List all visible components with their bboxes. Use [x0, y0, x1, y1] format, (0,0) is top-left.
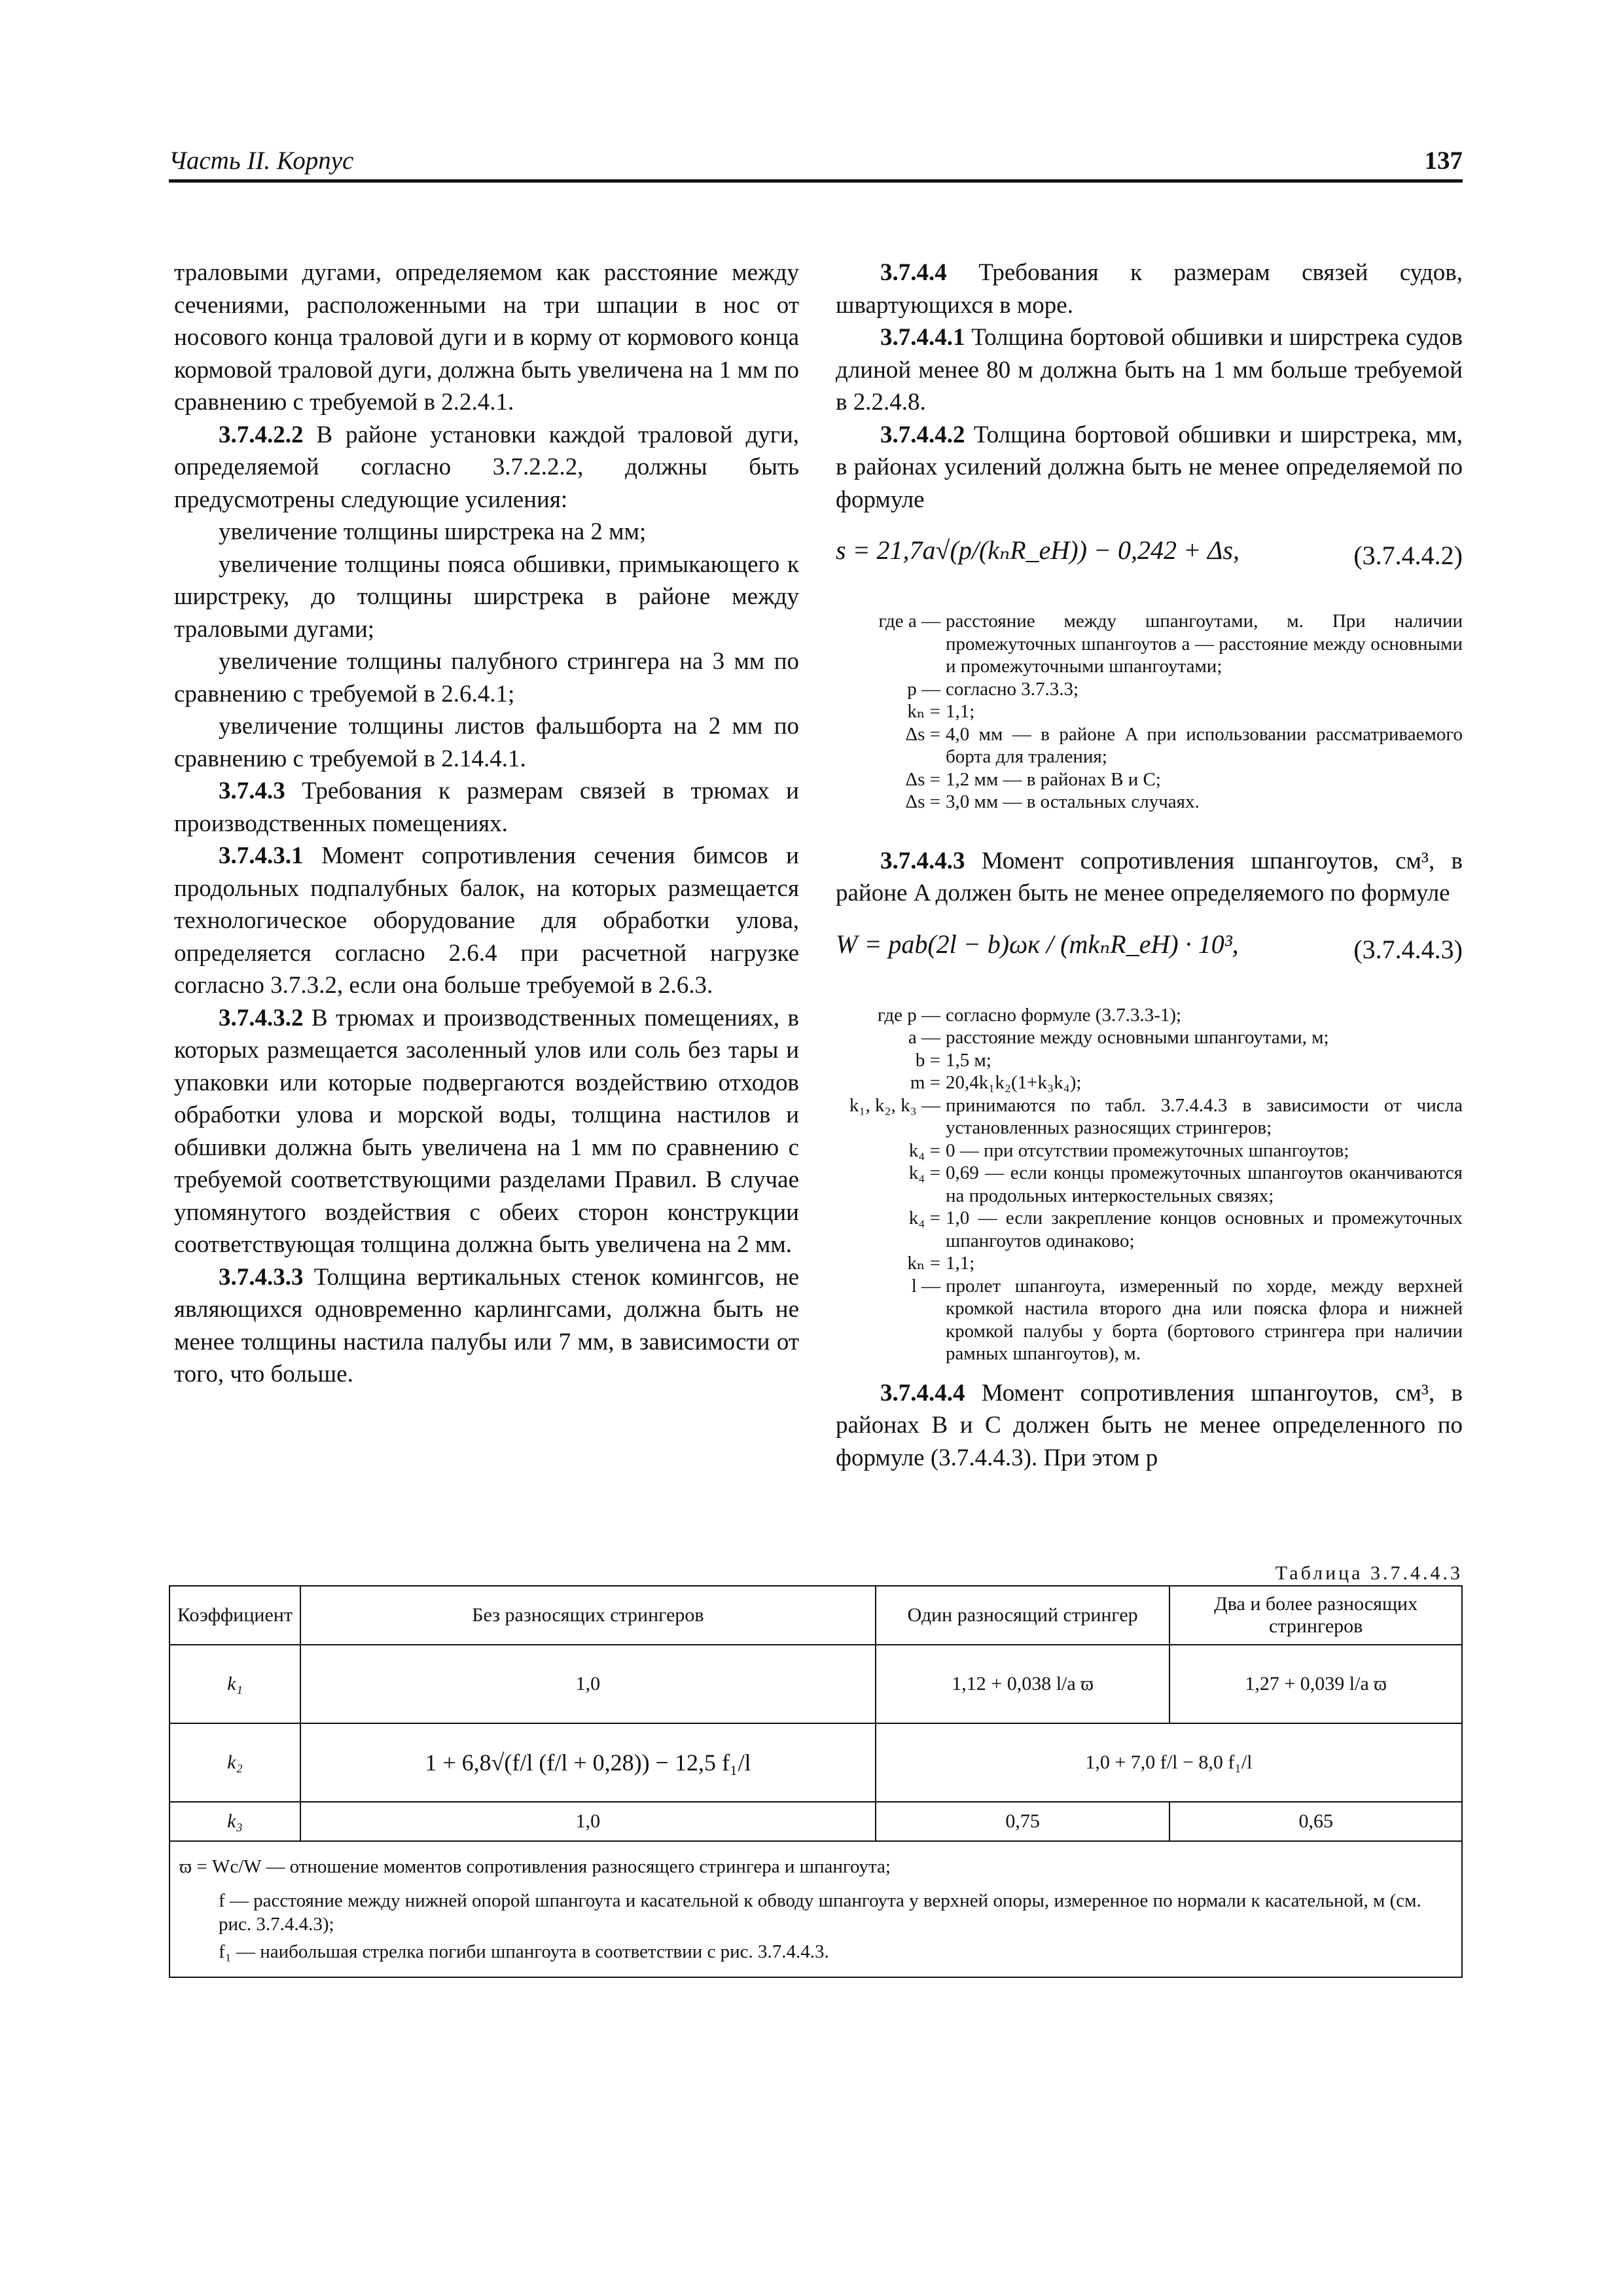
formula-legend — [836, 610, 1463, 814]
coef-cell: k₂ — [169, 1723, 300, 1802]
legend-symbol: p — — [907, 678, 940, 700]
table-cell: 1,27 + 0,039 l/a ϖ — [1169, 1645, 1462, 1723]
clause-number: 3.7.4.4.4 — [880, 1379, 965, 1407]
legend-item — [836, 1026, 1463, 1049]
table-cell: 0,65 — [1169, 1802, 1462, 1841]
column-header: Без разносящих стрингеров — [300, 1586, 876, 1645]
paragraph: 3.7.4.3.2 В трюмах и производственных помещениях, в которых размещается засоленный улов или соль без тары и упаковки или которые подвергаются воздействию отходов обработки улова и морской воды, толщина настилов и обшивки должна быть увеличена на 1 мм по сравнению с требуемой соответствующими разделами Правил. В случае упомянутого воздействия с обеих сторон конструкции соответствующая толщина должна быть увеличена на 2 мм. — [174, 1004, 799, 1258]
paragraph: 3.7.4.3.1 Момент сопротивления сечения бимсов и продольных подпалубных балок, на которых размещается технологическое оборудование для обработки улова, определяется согласно 2.6.4 при расчетной нагрузке согласно 3.7.3.2, если она больше требуемой в 2.6.3. — [174, 842, 799, 999]
table-header-row — [169, 1586, 1462, 1645]
legend-text: согласно формуле (3.7.3.3-1); — [946, 1004, 1182, 1026]
legend-symbol: где p — — [877, 1004, 940, 1026]
coef-cell: k₁ — [169, 1645, 300, 1723]
clause-number: 3.7.4.3.1 — [219, 842, 304, 869]
part-title: Часть II. Корпус — [169, 147, 354, 175]
legend-item — [836, 1252, 1463, 1275]
legend-item — [836, 791, 1463, 814]
legend-symbol: k₁, k₂, k₃ — — [849, 1094, 940, 1116]
coef-cell: k₃ — [169, 1802, 300, 1841]
table-caption: Таблица 3.7.4.4.3 — [1275, 1562, 1463, 1584]
clause-number: 3.7.4.4.3 — [880, 847, 965, 874]
table-cell: 1,0 — [300, 1645, 876, 1723]
table-note: ϖ = Wc/W — отношение моментов сопротивления разносящего стрингера и шпангоута; — [179, 1856, 891, 1877]
legend-item — [836, 610, 1463, 678]
clause-number: 3.7.4.4.2 — [880, 421, 965, 448]
formula-number: (3.7.4.4.3) — [1353, 934, 1463, 964]
legend-symbol: kₙ = — [907, 1253, 940, 1274]
paragraph: увеличение толщины листов фальшборта на 2 мм по сравнению с требуемой в 2.14.4.1. — [174, 713, 799, 772]
legend-symbol: Δs = — [905, 723, 940, 745]
page-number: 137 — [1424, 147, 1463, 175]
legend-item — [836, 1162, 1463, 1207]
paragraph: увеличение толщины палубного стрингера на 3 мм по сравнению с требуемой в 2.6.4.1; — [174, 648, 799, 708]
formula-expression: W = pab(2l − b)ωк / (mkₙR_eH) · 10³, — [836, 929, 1239, 959]
legend-symbol: b = — [915, 1049, 940, 1071]
legend-item — [836, 723, 1463, 768]
legend-item — [836, 1094, 1463, 1139]
legend-symbol: k₄ = — [908, 1162, 940, 1183]
legend-text: 0 — при отсутствии промежуточных шпангоутов; — [946, 1139, 1349, 1161]
legend-symbol: k₄ = — [908, 1139, 940, 1161]
paragraph: 3.7.4.2.2 В районе установки каждой траловой дуги, определяемой согласно 3.7.2.2.2, должны быть предусмотрены следующие усиления: — [174, 421, 799, 513]
legend-text: 20,4k₁k₂(1+k₃k₄); — [946, 1072, 1082, 1093]
legend-text: 1,0 — если закрепление концов основных и промежуточных шпангоутов одинаково; — [946, 1208, 1463, 1251]
legend-symbol: Δs = — [905, 791, 940, 812]
legend-text: 1,1; — [946, 1253, 975, 1274]
legend-text: 1,5 м; — [946, 1049, 991, 1071]
table-notes — [169, 1841, 1462, 1977]
table-cell: 0,75 — [876, 1802, 1170, 1841]
paragraph: 3.7.4.4.2 Толщина бортовой обшивки и ширстрека, мм, в районах усилений должна быть не менее определяемой по формуле — [836, 421, 1463, 513]
formula-3-7-4-4-2 — [836, 528, 1463, 606]
table-row — [169, 1802, 1462, 1841]
paragraph: 3.7.4.3.3 Толщина вертикальных стенок комингсов, не являющихся одновременно карлингсами, должна быть не менее толщины настила палубы или 7 мм, в зависимости от того, что больше. — [174, 1263, 799, 1388]
page-header — [169, 145, 1463, 183]
clause-number: 3.7.4.2.2 — [219, 421, 304, 448]
column-header: Два и более разносящих стрингеров — [1169, 1586, 1462, 1645]
legend-symbol: k₄ = — [908, 1208, 940, 1229]
paragraph: 3.7.4.4.3 Момент сопротивления шпангоутов, см³, в районе A должен быть не менее определяемого по формуле — [836, 847, 1463, 906]
legend-item — [836, 1004, 1463, 1027]
clause-number: 3.7.4.3 — [219, 778, 285, 804]
legend-symbol: a — — [908, 1027, 940, 1048]
legend-text: 0,69 — если концы промежуточных шпангоутов оканчиваются на продольных интеркостельных связях; — [946, 1162, 1463, 1206]
legend-text: 1,2 мм — в районах B и C; — [946, 768, 1161, 790]
clause-number: 3.7.4.3.2 — [219, 1004, 304, 1031]
paragraph: 3.7.4.3 Требования к размерам связей в трюмах и производственных помещениях. — [174, 778, 799, 837]
table-cell: 1,0 — [300, 1802, 876, 1841]
table-row — [169, 1723, 1462, 1802]
table-row — [169, 1645, 1462, 1723]
paragraph: 3.7.4.4.1 Толщина бортовой обшивки и ширстрека судов длиной менее 80 м должна быть на 1 мм больше требуемой в 2.2.4.8. — [836, 324, 1463, 416]
legend-item — [836, 700, 1463, 723]
legend-item — [836, 678, 1463, 701]
legend-item — [836, 1049, 1463, 1072]
formula-3-7-4-4-3 — [836, 922, 1463, 1000]
legend-symbol: где a — — [878, 611, 940, 632]
paragraph: траловыми дугами, определяемом как расстояние между сечениями, расположенными на три шпации в нос от носового конца траловой дуги и в корму от кормового конца кормовой траловой дуги, должна быть увеличена на 1 мм по сравнению с требуемой в 2.2.4.1. — [174, 259, 799, 416]
table-notes-row — [169, 1841, 1462, 1977]
column-header: Один разносящий стрингер — [876, 1586, 1170, 1645]
clause-number: 3.7.4.4 — [880, 259, 947, 286]
table-note: f — расстояние между нижней опорой шпангоута и касательной к обводу шпангоута у верхней опоры, измеренное по нормали к касательной, м (см. рис. 3.7.4.4.3); — [219, 1890, 1421, 1935]
legend-item — [836, 1275, 1463, 1365]
paragraph: увеличение толщины ширстрека на 2 мм; — [219, 518, 647, 545]
legend-text: пролет шпангоута, измеренный по хорде, между верхней кромкой настила второго дна или пояска флора и нижней кромкой палубы у борта (бортового стрингера при наличии рамных шпангоутов), м. — [946, 1275, 1463, 1364]
right-column — [836, 257, 1463, 1474]
legend-item — [836, 1139, 1463, 1162]
legend-text: расстояние между основными шпангоутами, м; — [946, 1027, 1329, 1048]
paragraph: увеличение толщины пояса обшивки, примыкающего к ширстреку, до толщины ширстрека в районе между траловыми дугами; — [174, 550, 799, 643]
legend-symbol: m = — [910, 1072, 940, 1093]
legend-symbol: kₙ = — [907, 701, 940, 722]
legend-item — [836, 1071, 1463, 1094]
column-header: Коэффициент — [169, 1586, 300, 1645]
paragraph: 3.7.4.4 Требования к размерам связей судов, швартующихся в море. — [836, 259, 1463, 319]
clause-number: 3.7.4.4.1 — [880, 324, 965, 351]
formula-number: (3.7.4.4.2) — [1353, 541, 1463, 570]
legend-item — [836, 768, 1463, 791]
formula-expression: s = 21,7a√(p/(kₙR_eH)) − 0,242 + Δs, — [836, 535, 1240, 565]
table-note: f₁ — наибольшая стрелка погиби шпангоута в соответствии с рис. 3.7.4.4.3. — [219, 1941, 829, 1962]
legend-symbol: Δs = — [905, 768, 940, 790]
table-cell: 1,12 + 0,038 l/a ϖ — [876, 1645, 1170, 1723]
legend-text: 1,1; — [946, 701, 975, 722]
legend-text: согласно 3.7.3.3; — [946, 678, 1079, 700]
legend-text: расстояние между шпангоутами, м. При наличии промежуточных шпангоутов a — расстояние между основными и промежуточными шпангоутами; — [946, 611, 1463, 677]
paragraph: 3.7.4.4.4 Момент сопротивления шпангоутов, см³, в районах B и C должен быть не менее определенного по формуле (3.7.4.4.3). При этом p — [836, 1379, 1463, 1471]
formula-legend — [836, 1004, 1463, 1365]
clause-number: 3.7.4.3.3 — [219, 1263, 304, 1291]
coefficients-table — [169, 1585, 1463, 1978]
left-column — [174, 257, 799, 1391]
legend-text: 3,0 мм — в остальных случаях. — [946, 791, 1200, 812]
legend-item — [836, 1207, 1463, 1252]
legend-text: принимаются по табл. 3.7.4.4.3 в зависимости от числа установленных разносящих стрингеров; — [946, 1094, 1463, 1138]
table-cell: 1 + 6,8√(f/l (f/l + 0,28)) − 12,5 f₁/l — [300, 1723, 876, 1802]
legend-symbol: l — — [911, 1275, 940, 1297]
legend-text: 4,0 мм — в районе A при использовании рассматриваемого борта для траления; — [946, 723, 1463, 767]
table-cell: 1,0 + 7,0 f/l − 8,0 f₁/l — [876, 1723, 1462, 1802]
